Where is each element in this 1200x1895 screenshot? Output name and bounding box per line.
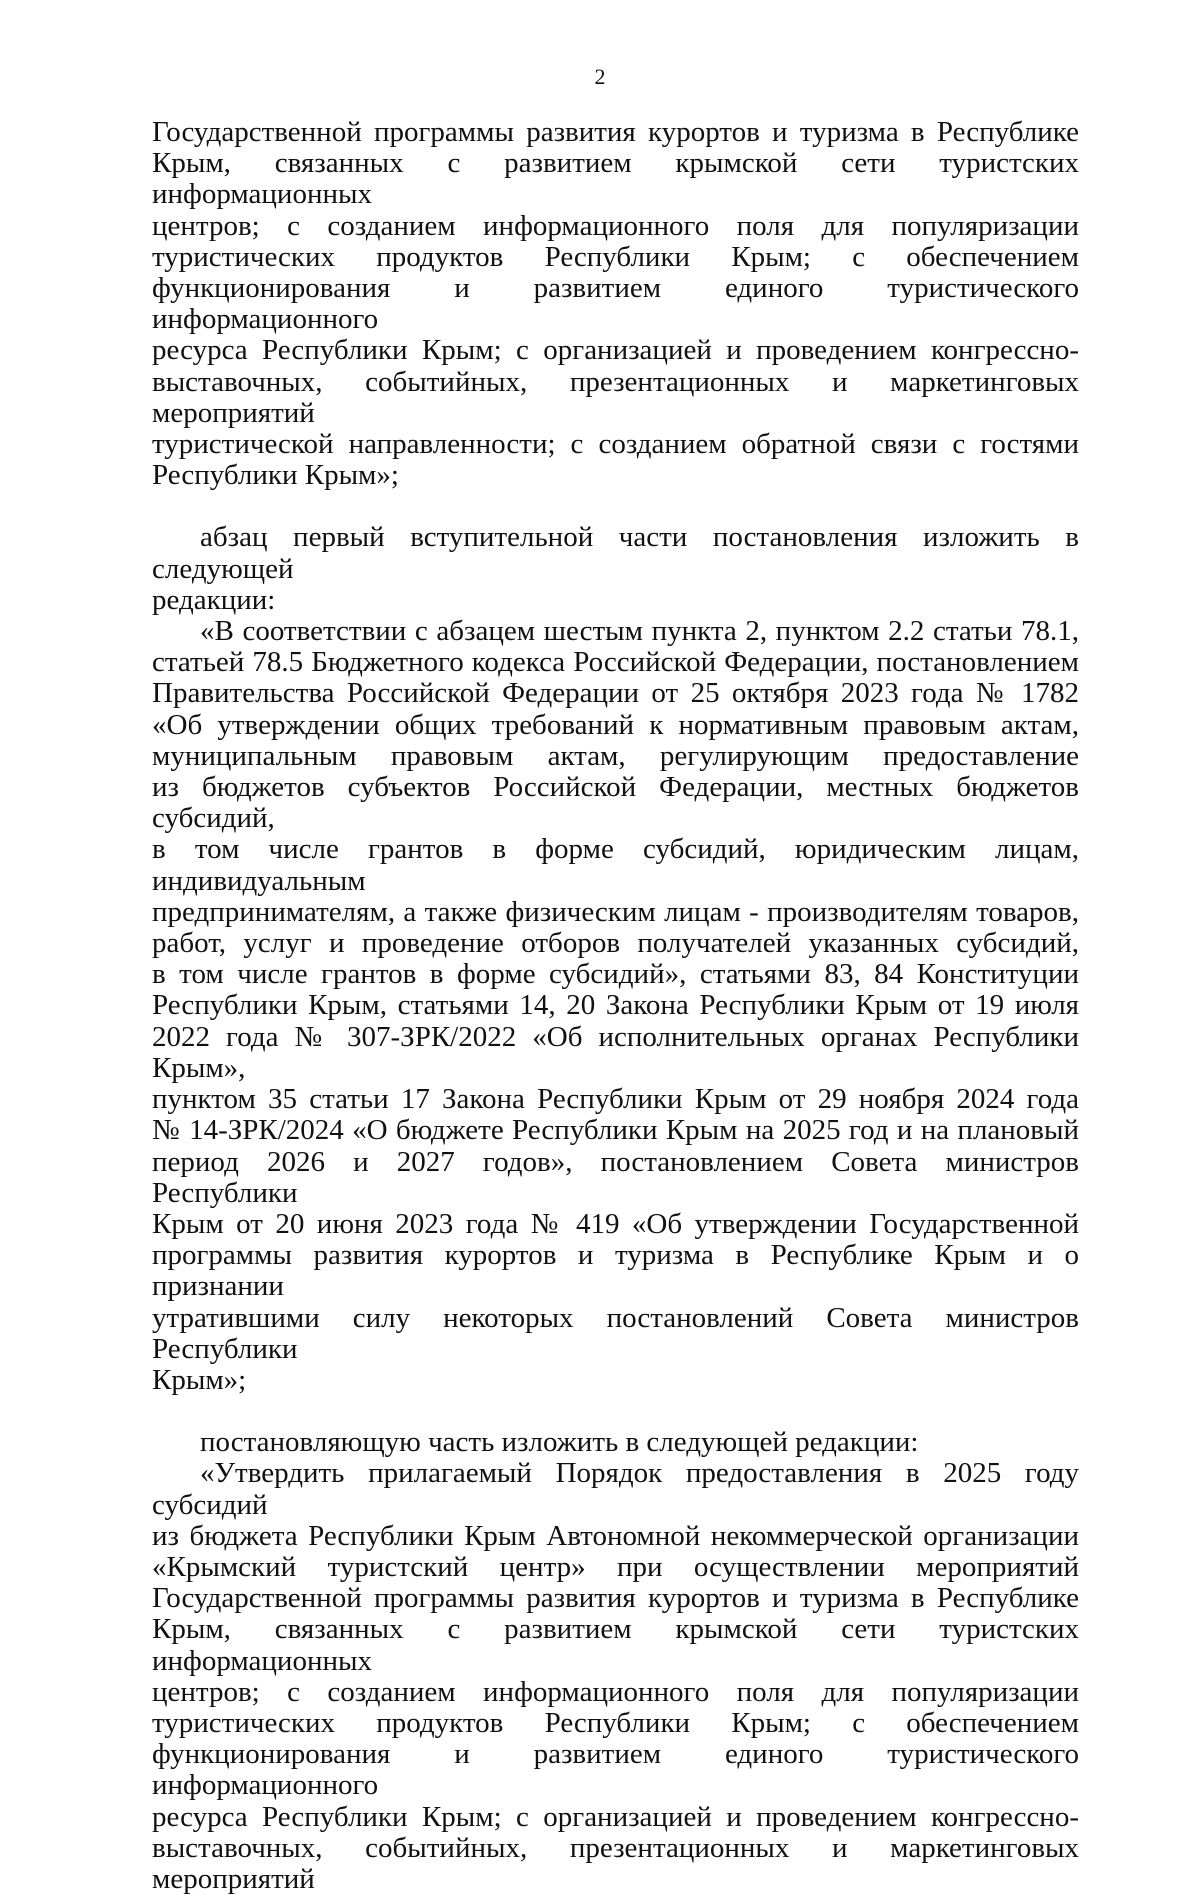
text-line: функционирования и развитием единого туристического информационного	[152, 272, 1079, 336]
text-line: период 2026 и 2027 годов», постановлением Совета министров Республики	[152, 1145, 1079, 1209]
text-line: Крым»;	[152, 1363, 247, 1396]
text-line: из бюджетов субъектов Российской Федерации, местных бюджетов субсидий,	[152, 771, 1079, 835]
text-line: центров; с созданием информационного поля для популяризации	[152, 209, 1079, 242]
text-line: абзац первый вступительной части постановления изложить в следующей	[152, 521, 1079, 585]
text-line: Крым от 20 июня 2023 года № 419 «Об утверждении Государственной	[152, 1207, 1079, 1240]
text-line: «Крымский туристский центр» при осуществлении мероприятий	[152, 1550, 1079, 1583]
text-line: Крым, связанных с развитием крымской сети туристских информационных	[152, 147, 1079, 211]
text-line: функционирования и развитием единого туристического информационного	[152, 1738, 1079, 1802]
text-line: туристической направленности; с созданием обратной связи с гостями	[152, 428, 1079, 461]
paragraph-intro-new-wording	[152, 616, 1079, 1396]
text-line: ресурса Республики Крым; с организацией и проведением конгрессно-	[152, 1800, 1079, 1833]
paragraph-operative-new-wording	[152, 1458, 1079, 1895]
paragraph-program-continuation	[152, 117, 1079, 491]
text-line: центров; с созданием информационного поля для популяризации	[152, 1675, 1079, 1708]
text-line: 2022 года № 307-ЗРК/2022 «Об исполнительных органах Республики Крым»,	[152, 1020, 1079, 1084]
text-line: Республики Крым»;	[152, 459, 399, 492]
text-line: выставочных, событийных, презентационных и маркетинговых мероприятий	[152, 365, 1079, 429]
page-number: 2	[594, 64, 606, 89]
text-line: предпринимателям, а также физическим лицам - производителям товаров,	[152, 895, 1079, 928]
text-line: пунктом 35 статьи 17 Закона Республики Крым от 29 ноября 2024 года	[152, 1083, 1079, 1116]
text-line: «Об утверждении общих требований к нормативным правовым актам,	[152, 708, 1079, 741]
text-line: Республики Крым, статьями 14, 20 Закона Республики Крым от 19 июля	[152, 989, 1079, 1022]
text-line: «В соответствии с абзацем шестым пункта 2, пунктом 2.2 статьи 78.1,	[200, 615, 1079, 648]
text-line: ресурса Республики Крым; с организацией и проведением конгрессно-	[152, 334, 1079, 367]
text-line: из бюджета Республики Крым Автономной некоммерческой организации	[152, 1519, 1079, 1552]
text-line: туристических продуктов Республики Крым; с обеспечением	[152, 240, 1079, 273]
text-line: Государственной программы развития курортов и туризма в Республике	[152, 1582, 1079, 1615]
text-line: Правительства Российской Федерации от 25 октября 2023 года № 1782	[152, 677, 1079, 710]
text-line: программы развития курортов и туризма в Республике Крым и о признании	[152, 1239, 1079, 1303]
text-line: муниципальным правовым актам, регулирующим предоставление	[152, 739, 1079, 772]
text-line: выставочных, событийных, презентационных и маркетинговых мероприятий	[152, 1831, 1079, 1895]
text-line: постановляющую часть изложить в следующей редакции:	[200, 1426, 919, 1459]
text-line: «Утвердить прилагаемый Порядок предоставления в 2025 году субсидий	[152, 1457, 1079, 1521]
document-body	[152, 117, 1079, 1895]
text-line: Государственной программы развития курортов и туризма в Республике	[152, 116, 1079, 148]
text-line: № 14-ЗРК/2024 «О бюджете Республики Крым на 2025 год и на плановый	[152, 1114, 1079, 1147]
text-line: туристических продуктов Республики Крым; с обеспечением	[152, 1706, 1079, 1739]
paragraph-intro-amendment	[152, 522, 1079, 616]
text-line: в том числе грантов в форме субсидий, юридическим лицам, индивидуальным	[152, 833, 1079, 897]
text-line: Крым, связанных с развитием крымской сети туристских информационных	[152, 1613, 1079, 1677]
paragraph-operative-amendment	[152, 1427, 1079, 1458]
text-line: редакции:	[152, 583, 276, 616]
text-line: в том числе грантов в форме субсидий», статьями 83, 84 Конституции	[152, 958, 1079, 991]
text-line: работ, услуг и проведение отборов получателей указанных субсидий,	[152, 927, 1079, 960]
text-line: статьей 78.5 Бюджетного кодекса Российской Федерации, постановлением	[152, 646, 1079, 679]
text-line: утратившими силу некоторых постановлений Совета министров Республики	[152, 1301, 1079, 1365]
